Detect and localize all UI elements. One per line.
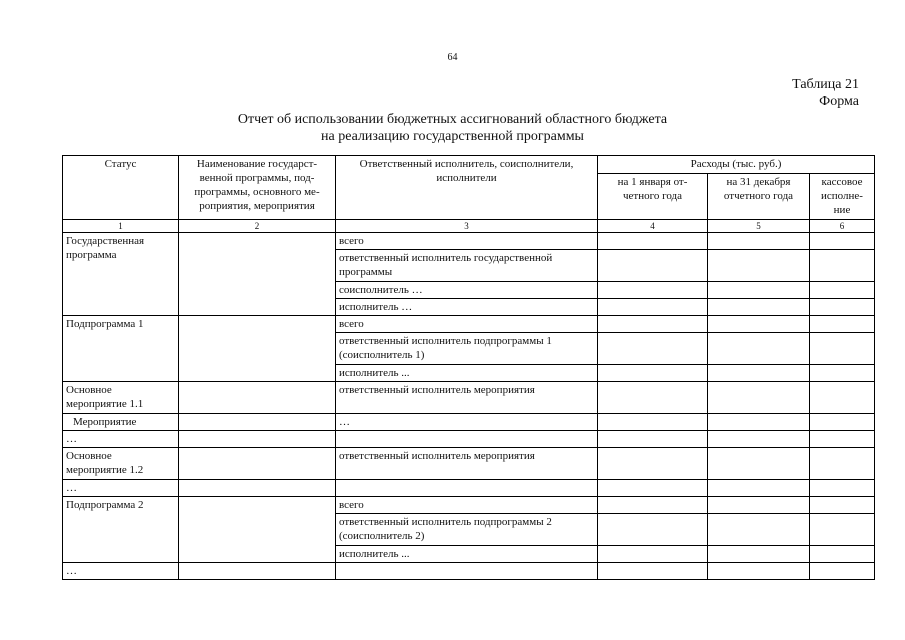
value-cell [810, 514, 875, 546]
value-cell [598, 497, 708, 514]
value-cell [598, 514, 708, 546]
table-row [63, 431, 875, 448]
value-cell [810, 382, 875, 414]
value-cell [598, 333, 708, 365]
name-cell [179, 431, 336, 448]
value-cell [810, 282, 875, 299]
executor-cell [336, 563, 598, 580]
value-cell [708, 382, 810, 414]
value-cell [810, 480, 875, 497]
status-cell: … [63, 431, 179, 448]
value-cell [810, 299, 875, 316]
table-row [63, 563, 875, 580]
value-cell [708, 546, 810, 563]
form-label: Форма [819, 94, 859, 109]
executor-cell: всего [336, 233, 598, 250]
column-number-row [63, 220, 875, 233]
page-number: 64 [447, 52, 458, 63]
executor-cell [336, 480, 598, 497]
status-cell: … [63, 563, 179, 580]
status-cell: Подпрограмма 1 [63, 316, 179, 382]
table-row [63, 480, 875, 497]
executor-cell: соисполнитель … [336, 282, 598, 299]
executor-cell: ответственный исполнитель мероприятия [336, 382, 598, 414]
value-cell [598, 480, 708, 497]
value-cell [708, 414, 810, 431]
value-cell [810, 546, 875, 563]
report-table [62, 155, 875, 580]
name-cell [179, 480, 336, 497]
executor-cell: … [336, 414, 598, 431]
executor-cell: всего [336, 316, 598, 333]
status-cell: Мероприятие [63, 414, 179, 431]
name-cell [179, 497, 336, 563]
header-dec31: на 31 декабря отчетного года [708, 174, 810, 220]
value-cell [708, 233, 810, 250]
value-cell [708, 448, 810, 480]
name-cell [179, 448, 336, 480]
value-cell [810, 448, 875, 480]
col-number: 3 [336, 220, 598, 233]
table-row [63, 497, 875, 514]
value-cell [708, 250, 810, 282]
table-row [63, 382, 875, 414]
executor-cell: ответственный исполнитель подпрограммы 2 (соисполнитель 2) [336, 514, 598, 546]
title-line-2: на реализацию государственной программы [321, 129, 584, 144]
value-cell [810, 497, 875, 514]
value-cell [598, 546, 708, 563]
table-row [63, 233, 875, 250]
executor-cell: всего [336, 497, 598, 514]
executor-cell: ответственный исполнитель подпрограммы 1 (соисполнитель 1) [336, 333, 598, 365]
col-number: 4 [598, 220, 708, 233]
col-number: 1 [63, 220, 179, 233]
executor-cell: исполнитель … [336, 299, 598, 316]
value-cell [598, 316, 708, 333]
name-cell [179, 414, 336, 431]
value-cell [598, 365, 708, 382]
name-cell [179, 316, 336, 382]
header-expenses: Расходы (тыс. руб.) [598, 156, 875, 174]
value-cell [708, 563, 810, 580]
value-cell [708, 299, 810, 316]
executor-cell: ответственный исполнитель мероприятия [336, 448, 598, 480]
executor-cell [336, 431, 598, 448]
executor-cell: ответственный исполнитель государственной программы [336, 250, 598, 282]
table-row [63, 448, 875, 480]
value-cell [598, 563, 708, 580]
header-status: Статус [63, 156, 179, 220]
value-cell [598, 299, 708, 316]
value-cell [810, 365, 875, 382]
value-cell [810, 431, 875, 448]
header-cash: кассовое исполне-ние [810, 174, 875, 220]
table-row [63, 316, 875, 333]
table-label-block [792, 76, 859, 110]
title-line-1: Отчет об использовании бюджетных ассигнований областного бюджета [237, 112, 668, 127]
name-cell [179, 233, 336, 316]
status-cell: … [63, 480, 179, 497]
value-cell [708, 514, 810, 546]
status-cell: Основное мероприятие 1.1 [63, 382, 179, 414]
value-cell [598, 282, 708, 299]
value-cell [708, 480, 810, 497]
table-number: Таблица 21 [792, 77, 859, 92]
value-cell [598, 431, 708, 448]
table-row [63, 414, 875, 431]
value-cell [810, 316, 875, 333]
value-cell [810, 233, 875, 250]
executor-cell: исполнитель ... [336, 546, 598, 563]
value-cell [810, 414, 875, 431]
value-cell [810, 563, 875, 580]
col-number: 6 [810, 220, 875, 233]
value-cell [810, 250, 875, 282]
executor-cell: исполнитель ... [336, 365, 598, 382]
header-name: Наименование государст-венной программы, под-программы, основного ме-роприятия, мероприятия [179, 156, 336, 220]
value-cell [708, 365, 810, 382]
value-cell [598, 414, 708, 431]
value-cell [708, 316, 810, 333]
value-cell [708, 431, 810, 448]
value-cell [598, 382, 708, 414]
value-cell [810, 333, 875, 365]
value-cell [598, 448, 708, 480]
value-cell [708, 497, 810, 514]
status-cell: Государственная программа [63, 233, 179, 316]
status-cell: Подпрограмма 2 [63, 497, 179, 563]
header-jan1: на 1 января от-четного года [598, 174, 708, 220]
col-number: 2 [179, 220, 336, 233]
value-cell [598, 250, 708, 282]
header-row [63, 156, 875, 174]
status-cell: Основное мероприятие 1.2 [63, 448, 179, 480]
value-cell [708, 282, 810, 299]
name-cell [179, 382, 336, 414]
name-cell [179, 563, 336, 580]
value-cell [708, 333, 810, 365]
col-number: 5 [708, 220, 810, 233]
header-executor: Ответственный исполнитель, соисполнители, исполнители [336, 156, 598, 220]
value-cell [598, 233, 708, 250]
document-title [0, 111, 905, 145]
